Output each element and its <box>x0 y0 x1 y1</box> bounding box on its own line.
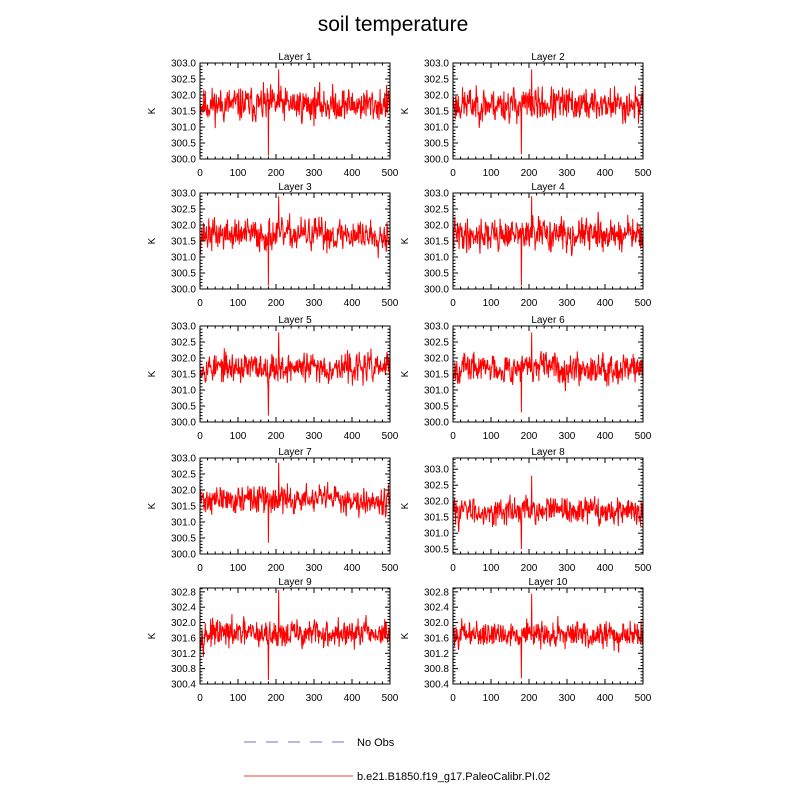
x-tick-label-layer-10: 200 <box>520 693 538 704</box>
y-tick-label-layer-3: 303.0 <box>170 188 196 200</box>
x-tick-label-layer-9: 400 <box>343 693 361 704</box>
y-tick-label-layer-7: 301.0 <box>170 517 196 529</box>
y-tick-label-layer-7: 302.0 <box>170 485 196 497</box>
y-tick-label-layer-2: 300.0 <box>423 154 449 166</box>
x-tick-label-layer-5: 500 <box>381 431 399 442</box>
y-tick-label-layer-7: 302.5 <box>170 469 196 481</box>
y-tick-label-layer-10: 301.2 <box>423 648 449 660</box>
x-tick-label-layer-5: 0 <box>197 431 203 442</box>
panel-layer-5 <box>147 315 399 442</box>
y-tick-label-layer-10: 300.8 <box>423 664 449 676</box>
y-tick-label-layer-5: 302.0 <box>170 353 196 365</box>
y-tick-label-layer-8: 301.0 <box>423 528 449 540</box>
y-tick-label-layer-5: 302.5 <box>170 337 196 349</box>
y-axis-label-layer-2: K <box>400 107 411 115</box>
panel-layer-10 <box>400 577 652 704</box>
y-tick-label-layer-3: 302.5 <box>170 204 196 216</box>
x-tick-label-layer-2: 400 <box>596 168 614 179</box>
x-tick-label-layer-3: 0 <box>197 298 203 309</box>
series-line-layer-7 <box>200 463 390 543</box>
x-tick-label-layer-10: 400 <box>596 693 614 704</box>
x-tick-label-layer-8: 500 <box>634 563 652 574</box>
y-tick-label-layer-3: 301.5 <box>170 236 196 248</box>
x-tick-label-layer-7: 0 <box>197 563 203 574</box>
series-line-layer-6 <box>453 332 643 412</box>
y-tick-label-layer-9: 302.0 <box>170 618 196 630</box>
y-tick-label-layer-4: 303.0 <box>423 188 449 200</box>
panel-layer-2 <box>400 52 652 179</box>
y-tick-label-layer-9: 300.4 <box>170 679 196 691</box>
series-line-layer-10 <box>453 594 643 678</box>
y-tick-label-layer-4: 301.5 <box>423 236 449 248</box>
y-tick-label-layer-2: 302.5 <box>423 74 449 86</box>
x-tick-label-layer-1: 0 <box>197 168 203 179</box>
y-axis-label-layer-8: K <box>400 502 411 510</box>
x-tick-label-layer-1: 400 <box>343 168 361 179</box>
x-tick-label-layer-10: 100 <box>482 693 500 704</box>
x-tick-label-layer-5: 100 <box>229 431 247 442</box>
series-line-layer-1 <box>200 69 390 155</box>
x-tick-label-layer-5: 300 <box>305 431 323 442</box>
x-tick-label-layer-9: 100 <box>229 693 247 704</box>
y-axis-label-layer-5: K <box>147 370 158 378</box>
y-tick-label-layer-8: 303.0 <box>423 464 449 476</box>
y-tick-label-layer-6: 301.0 <box>423 385 449 397</box>
y-tick-label-layer-3: 300.5 <box>170 268 196 280</box>
series-line-layer-3 <box>200 196 390 286</box>
series-line-layer-2 <box>453 69 643 154</box>
y-tick-label-layer-7: 300.5 <box>170 533 196 545</box>
x-tick-label-layer-8: 400 <box>596 563 614 574</box>
x-tick-label-layer-3: 100 <box>229 298 247 309</box>
panel-title-layer-4: Layer 4 <box>531 182 565 193</box>
x-tick-label-layer-4: 200 <box>520 298 538 309</box>
y-tick-label-layer-8: 301.5 <box>423 512 449 524</box>
x-tick-label-layer-6: 300 <box>558 431 576 442</box>
x-tick-label-layer-3: 400 <box>343 298 361 309</box>
panel-layer-6 <box>400 315 652 442</box>
x-tick-label-layer-4: 100 <box>482 298 500 309</box>
panels <box>147 52 652 704</box>
y-axis-label-layer-3: K <box>147 237 158 245</box>
y-tick-label-layer-9: 300.8 <box>170 664 196 676</box>
x-tick-label-layer-5: 400 <box>343 431 361 442</box>
y-tick-label-layer-6: 302.0 <box>423 353 449 365</box>
x-tick-label-layer-2: 200 <box>520 168 538 179</box>
y-tick-label-layer-2: 302.0 <box>423 90 449 102</box>
y-tick-label-layer-4: 302.0 <box>423 220 449 232</box>
y-tick-label-layer-1: 300.0 <box>170 154 196 166</box>
y-tick-label-layer-9: 302.8 <box>170 587 196 599</box>
panel-layer-3 <box>147 182 399 309</box>
legend <box>244 737 550 783</box>
x-tick-label-layer-7: 400 <box>343 563 361 574</box>
x-tick-label-layer-8: 200 <box>520 563 538 574</box>
panel-title-layer-8: Layer 8 <box>531 447 565 458</box>
y-tick-label-layer-9: 301.6 <box>170 633 196 645</box>
plot-frame-layer-8 <box>453 458 643 554</box>
panel-title-layer-10: Layer 10 <box>528 577 568 588</box>
y-tick-label-layer-10: 302.8 <box>423 587 449 599</box>
y-axis-label-layer-1: K <box>147 107 158 115</box>
y-tick-label-layer-1: 301.5 <box>170 106 196 118</box>
x-tick-label-layer-8: 100 <box>482 563 500 574</box>
y-tick-label-layer-10: 302.0 <box>423 618 449 630</box>
y-tick-label-layer-5: 303.0 <box>170 321 196 333</box>
panel-title-layer-6: Layer 6 <box>531 315 565 326</box>
legend-label-no-obs: No Obs <box>357 737 395 749</box>
y-tick-label-layer-7: 301.5 <box>170 501 196 513</box>
y-tick-label-layer-5: 301.0 <box>170 385 196 397</box>
panel-title-layer-5: Layer 5 <box>278 315 312 326</box>
y-tick-label-layer-8: 300.5 <box>423 544 449 556</box>
y-axis-label-layer-7: K <box>147 502 158 510</box>
panel-layer-9 <box>147 577 399 704</box>
y-tick-label-layer-4: 300.5 <box>423 268 449 280</box>
x-tick-label-layer-1: 300 <box>305 168 323 179</box>
y-axis-label-layer-10: K <box>400 632 411 640</box>
x-tick-label-layer-9: 500 <box>381 693 399 704</box>
x-tick-label-layer-6: 100 <box>482 431 500 442</box>
y-tick-label-layer-4: 301.0 <box>423 252 449 264</box>
y-tick-label-layer-5: 300.0 <box>170 417 196 429</box>
x-tick-label-layer-10: 500 <box>634 693 652 704</box>
x-tick-label-layer-6: 200 <box>520 431 538 442</box>
y-tick-label-layer-3: 300.0 <box>170 284 196 296</box>
x-tick-label-layer-8: 300 <box>558 563 576 574</box>
x-tick-label-layer-3: 200 <box>267 298 285 309</box>
x-tick-label-layer-4: 300 <box>558 298 576 309</box>
x-tick-label-layer-1: 100 <box>229 168 247 179</box>
x-tick-label-layer-10: 0 <box>450 693 456 704</box>
panel-layer-1 <box>147 52 399 179</box>
y-tick-label-layer-9: 301.2 <box>170 648 196 660</box>
x-tick-label-layer-2: 100 <box>482 168 500 179</box>
y-tick-label-layer-6: 301.5 <box>423 369 449 381</box>
y-tick-label-layer-2: 301.0 <box>423 122 449 134</box>
panel-layer-7 <box>147 447 399 574</box>
x-tick-label-layer-7: 500 <box>381 563 399 574</box>
y-tick-label-layer-1: 302.0 <box>170 90 196 102</box>
panel-title-layer-7: Layer 7 <box>278 447 312 458</box>
panel-title-layer-9: Layer 9 <box>278 577 312 588</box>
y-tick-label-layer-9: 302.4 <box>170 602 196 614</box>
y-tick-label-layer-6: 303.0 <box>423 321 449 333</box>
legend-label-run: b.e21.B1850.f19_g17.PaleoCalibr.PI.02 <box>357 771 551 783</box>
x-tick-label-layer-7: 300 <box>305 563 323 574</box>
x-tick-label-layer-8: 0 <box>450 563 456 574</box>
x-tick-label-layer-9: 200 <box>267 693 285 704</box>
x-tick-label-layer-1: 500 <box>381 168 399 179</box>
x-tick-label-layer-6: 400 <box>596 431 614 442</box>
x-tick-label-layer-9: 300 <box>305 693 323 704</box>
series-line-layer-9 <box>200 590 390 680</box>
x-tick-label-layer-3: 300 <box>305 298 323 309</box>
panel-title-layer-1: Layer 1 <box>278 52 312 63</box>
y-tick-label-layer-10: 300.4 <box>423 679 449 691</box>
y-axis-label-layer-4: K <box>400 237 411 245</box>
y-tick-label-layer-1: 302.5 <box>170 74 196 86</box>
x-tick-label-layer-7: 100 <box>229 563 247 574</box>
panel-title-layer-3: Layer 3 <box>278 182 312 193</box>
y-tick-label-layer-1: 300.5 <box>170 138 196 150</box>
y-tick-label-layer-7: 303.0 <box>170 453 196 465</box>
series-line-layer-5 <box>200 332 390 415</box>
y-tick-label-layer-4: 300.0 <box>423 284 449 296</box>
panel-layer-4 <box>400 182 652 309</box>
x-tick-label-layer-4: 500 <box>634 298 652 309</box>
y-tick-label-layer-1: 301.0 <box>170 122 196 134</box>
y-tick-label-layer-8: 302.5 <box>423 480 449 492</box>
x-tick-label-layer-9: 0 <box>197 693 203 704</box>
y-tick-label-layer-6: 302.5 <box>423 337 449 349</box>
x-tick-label-layer-6: 0 <box>450 431 456 442</box>
y-tick-label-layer-6: 300.5 <box>423 401 449 413</box>
x-tick-label-layer-7: 200 <box>267 563 285 574</box>
figure-title: soil temperature <box>317 13 469 36</box>
x-tick-label-layer-4: 0 <box>450 298 456 309</box>
x-tick-label-layer-2: 0 <box>450 168 456 179</box>
x-tick-label-layer-1: 200 <box>267 168 285 179</box>
x-tick-label-layer-5: 200 <box>267 431 285 442</box>
panel-layer-8 <box>400 447 652 574</box>
y-axis-label-layer-6: K <box>400 370 411 378</box>
y-tick-label-layer-4: 302.5 <box>423 204 449 216</box>
y-tick-label-layer-5: 300.5 <box>170 401 196 413</box>
y-axis-label-layer-9: K <box>147 632 158 640</box>
y-tick-label-layer-2: 300.5 <box>423 138 449 150</box>
y-tick-label-layer-6: 300.0 <box>423 417 449 429</box>
series-line-layer-4 <box>453 196 643 286</box>
y-tick-label-layer-10: 301.6 <box>423 633 449 645</box>
panel-title-layer-2: Layer 2 <box>531 52 565 63</box>
x-tick-label-layer-6: 500 <box>634 431 652 442</box>
x-tick-label-layer-4: 400 <box>596 298 614 309</box>
series-line-layer-8 <box>453 476 643 550</box>
x-tick-label-layer-10: 300 <box>558 693 576 704</box>
y-tick-label-layer-1: 303.0 <box>170 58 196 70</box>
y-tick-label-layer-8: 302.0 <box>423 496 449 508</box>
x-tick-label-layer-2: 500 <box>634 168 652 179</box>
y-tick-label-layer-10: 302.4 <box>423 602 449 614</box>
y-tick-label-layer-3: 301.0 <box>170 252 196 264</box>
y-tick-label-layer-3: 302.0 <box>170 220 196 232</box>
y-tick-label-layer-2: 301.5 <box>423 106 449 118</box>
x-tick-label-layer-2: 300 <box>558 168 576 179</box>
y-tick-label-layer-5: 301.5 <box>170 369 196 381</box>
y-tick-label-layer-2: 303.0 <box>423 58 449 70</box>
x-tick-label-layer-3: 500 <box>381 298 399 309</box>
y-tick-label-layer-7: 300.0 <box>170 549 196 561</box>
